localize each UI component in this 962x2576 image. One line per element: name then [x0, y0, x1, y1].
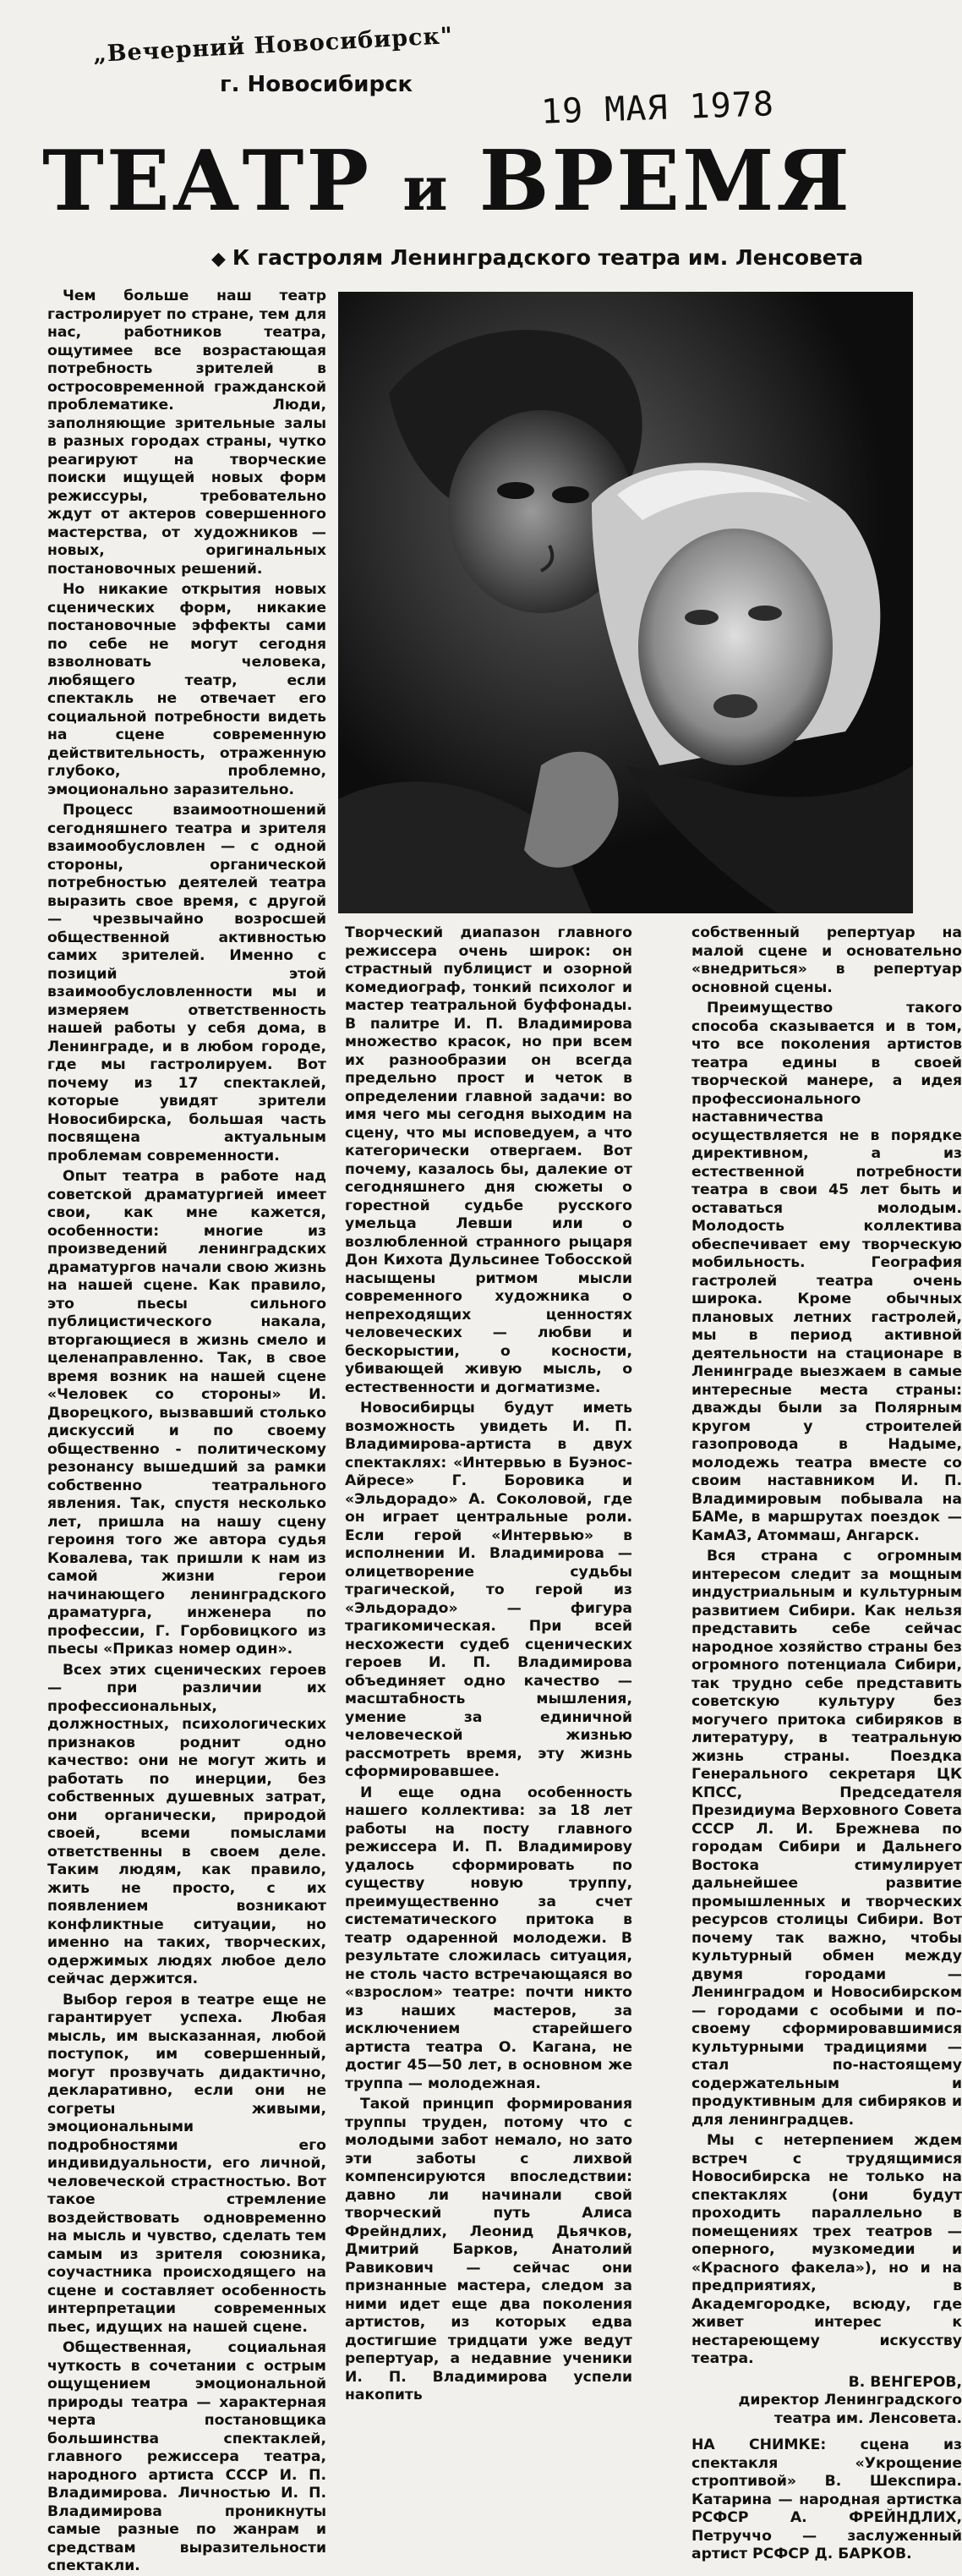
- headline: [42, 133, 913, 231]
- paragraph: Такой принцип формирования труппы труден, потому что с молодыми забот немало, но зато эти заботы с лихвой компенсируются впоследствии: давно ли начинали свой творческий путь Алиса Фрейндлих, Леонид Дьячков, Дмитрий Барков, Анатолий Равикович — сейчас они признанные мастера, следом за ними идет еще два поколения артистов, из которых едва достигшие тридцати уже ведут репертуар, а недавние ученики И. П. Владимирова успели накопить: [345, 2096, 632, 2403]
- paragraph: Творческий диапазон главного режиссера очень широк: он страстный публицист и озорной комедиограф, тонкий психолог и мастер театральной буффонады. В палитре И. П. Владимирова множество красок, но при всем их разнообразии он всегда предельно прост и четок в определении главной задачи: во имя чего мы сегодня выходим на сцену, что мы исповедуем, а что категорически отвергаем. Вот почему, казалось бы, далекие от сегодняшнего дня сюжеты о горестной судьбе русского умельца Левши или о возлюбленной странного рыцаря Дон Кихота Дульсинее Тобосской насыщены ритмом мысли современного художника о непреходящих ценностях человеческих — любви и бескорыстии, о косности, убивающей живую мысль, о естественности и догматизме.: [345, 924, 632, 1396]
- article-column-2: [345, 924, 632, 2403]
- paragraph: Общественная, социальная чуткость в сочетании с острым ощущением эмоциональной природы театра — характерная черта постановщика большинства спектаклей, главного режиссера театра, народного артиста СССР И. П. Владимирова. Личностью И. П. Владимирова проникнуты самые разные по жанрам и средствам выразительности спектакли.: [47, 2339, 326, 2574]
- paragraph: Вся страна с огромным интересом следит за мощным индустриальным и культурным развитием Сибири. Как нельзя представить себе сейчас народное хозяйство страны без огромного потенциала Сибири, так трудно себе представить советскую культуру без могучего притока сибиряков в литературу, в театральную жизнь страны. Поездка Генерального секретаря ЦК КПСС, Председателя Президиума Верховного Совета СССР Л. И. Брежнева по городам Сибири и Дальнего Востока стимулирует дальнейшее развитие промышленных и творческих ресурсов столицы Сибири. Вот почему так важно, чтобы культурный обмен между двумя городами — Ленинградом и Новосибирском — городами с особыми и по-своему сформировавшимися культурными традициями — стал по-настоящему содержательным и продуктивным для сибиряков и для ленинградцев.: [691, 1548, 962, 2129]
- headline-conjunction: и: [402, 152, 448, 224]
- paragraph: Всех этих сценических героев — при различии их профессиональных, должностных, психологических признаков роднит одно качество: они не могут жить и работать по инерции, без собственных душевных затрат, они органически, природой своей, всеми помыслами ответственны в своем деле. Таким людям, как правило, жить не просто, с их появлением возникают конфликтные ситуации, но именно на таких, творческих, одержимых людях любое дело сейчас держится.: [47, 1661, 326, 1987]
- paragraph: собственный репертуар на малой сцене и основательно «внедриться» в репертуар основной сцены.: [691, 924, 962, 996]
- paragraph: Новосибирцы будут иметь возможность увидеть И. П. Владимирова-артиста в двух спектаклях: «Интервью в Буэнос-Айресе» Г. Боровика и «Эльдорадо» А. Соколовой, где он играет центральные роли. Если герой «Интервью» в исполнении И. Владимирова — олицетворение судьбы трагической, то герой из «Эльдорадо» — фигура трагикомическая. При всей несхожести судеб сценических героев И. П. Владимирова объединяет одно качество — масштабность мышления, умение за единичной человеческой жизнью рассмотреть время, эту жизнь сформировавшее.: [345, 1400, 632, 1780]
- paragraph: Выбор героя в театре еще не гарантирует успеха. Любая мысль, им высказанная, любой поступок, им совершенный, могут прозвучать дидактично, декларативно, если они не согреты живыми, эмоциональными подробностями его индивидуальности, его личной, человеческой страстностью. Вот такое стремление воздействовать одновременно на мысль и чувство, сделать тем самым из зрителя союзника, соучастника происходящего на сцене и составляет особенность интерпретации современных пьес, идущих на нашей сцене.: [47, 1991, 326, 2336]
- paragraph: Опыт театра в работе над советской драматургией имеет свои, как мне кажется, особенности: многие из произведений ленинградских драматургов начали свою жизнь на нашей сцене. Как правило, это пьесы сильного публицистического накала, вторгающиеся в жизнь смело и целенаправленно. Так, в свое время возник на нашей сцене «Человек со стороны» И. Дворецкого, вызвавший столько дискуссий и по своему общественно - политическому резонансу вышедший за рамки собственно театрального явления. Так, спустя несколько лет, пришла на нашу сцену героиня того же автора судья Ковалева, так пришли к нам из самой жизни герои начинающего ленинградского драматурга, инженера по профессии, Г. Горбовицкого из пьесы «Приказ номер один».: [47, 1168, 326, 1658]
- article-column-1: [47, 288, 326, 2574]
- paragraph: Процесс взаимоотношений сегодняшнего театра и зрителя взаимообусловлен — с одной стороны, органической потребностью деятелей театра выразить свое время, с другой — чрезвычайно возросшей общественной активностью самих зрителей. Именно с позиций этой взаимообусловленности мы и измеряем ответственность нашей работы у себя дома, в Ленинграде, и в любом городе, где мы гастролируем. Вот почему из 17 спектаклей, которые увидят зрители Новосибирска, большая часть посвящена актуальным проблемам современности.: [47, 802, 326, 1165]
- author-name: В. ВЕНГЕРОВ,: [848, 2373, 962, 2391]
- photo-illustration: [338, 292, 913, 913]
- author-title: директор Ленинградского театра им. Ленсовета.: [738, 2392, 962, 2427]
- paragraph: Но никакие открытия новых сценических форм, никакие постановочные эффекты сами по себе не могут сегодня взволновать человека, любящего театр, если спектакль не отвечает его социальной потребности видеть на сцене современную действительность, отраженную глубоко, проблемно, эмоционально заразительно.: [47, 581, 326, 798]
- diamond-bullet-icon: ◆: [211, 249, 226, 270]
- caption-text: сцена из спектакля «Укрощение строптивой» В. Шекспира. Катарина — народная артистка РСФСР А. ФРЕЙНДЛИХ, Петруччо — заслуженный артист РСФСР Д. БАРКОВ.: [691, 2436, 962, 2562]
- theatre-scene-photo: [338, 292, 913, 913]
- photo-caption: [691, 2436, 962, 2564]
- paragraph: И еще одна особенность нашего коллектива: за 18 лет работы на посту главного режиссера И. П. Владимирову удалось сформировать по существу новую труппу, преимущественно за счет систематического притока в театр одаренной молодежи. В результате сложилась ситуация, не столь часто встречающаяся во «взрослом» театре: почти никто из наших мастеров, за исключением старейшего артиста театра О. Кагана, не достиг 45—50 лет, в основном же труппа — молодежная.: [345, 1784, 632, 2092]
- headline-part1: ТЕАТР: [42, 133, 372, 230]
- caption-label: НА СНИМКЕ:: [691, 2436, 827, 2453]
- newspaper-source-stamp: „Вечерний Новосибирск": [92, 22, 454, 69]
- article-column-3: [691, 924, 962, 2562]
- subheadline: [211, 245, 863, 270]
- paragraph: Чем больше наш театр гастролирует по стране, тем для нас, работников театра, ощутимее все возрастающая потребность зрителей в остросовременной гражданской проблематике. Люди, заполняющие зрительные залы в разных городах страны, чутко реагируют на творческие поиски ищущей новых форм режиссуры, требовательно ждут от актеров совершенного мастерства, от художников — новых, оригинальных постановочных решений.: [47, 288, 326, 578]
- subheadline-text: К гастролям Ленинградского театра им. Ленсовета: [232, 245, 864, 270]
- clipping-date-stamp: 19 МАЯ 1978: [540, 85, 775, 132]
- paragraph: Преимущество такого способа сказывается и в том, что все поколения артистов театра едины в своей творческой манере, а идея профессионального наставничества осуществляется не в порядке директивном, а из естественной потребности театра в свои 45 лет быть и оставаться молодым. Молодость коллектива обеспечивает ему творческую мобильность. География гастролей театра очень широка. Кроме обычных плановых летних гастролей, мы в период активной деятельности на стационаре в Ленинграде выезжаем в самые интересные места страны: дважды были за Полярным кругом у строителей газопровода в Надыме, молодежь театра вместе со своим наставником И. П. Владимировым побывала на БАМе, в маршрутах поездок — КамАЗ, Атоммаш, Ангарск.: [691, 1000, 962, 1544]
- newspaper-city-stamp: г. Новосибирск: [220, 72, 413, 97]
- author-signature: [691, 2374, 962, 2429]
- headline-part2: ВРЕМЯ: [478, 133, 852, 230]
- paragraph: Мы с нетерпением ждем встреч с трудящимися Новосибирска не только на спектаклях (они будут проходить параллельно в помещениях трех театров — оперного, музкомедии и «Красного факела»), но и на предприятиях, в Академгородке, всюду, где живет интерес к нестареющему искусству театра.: [691, 2132, 962, 2367]
